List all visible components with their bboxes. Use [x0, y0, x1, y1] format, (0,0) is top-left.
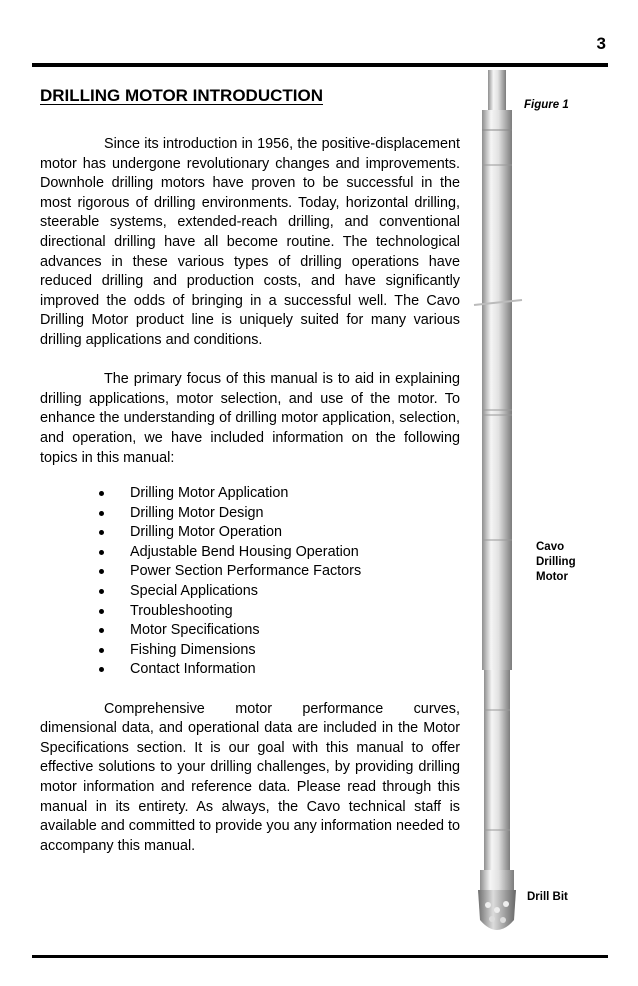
drilling-motor-illustration	[460, 70, 540, 940]
focus-paragraph: The primary focus of this manual is to aid in explaining drilling applications, motor selection, and use of the motor. To enhance the understanding of drilling motor application, selection, and operation, we have included information on the following topics in this manual:	[40, 371, 460, 466]
bullet-icon	[99, 589, 104, 594]
bullet-icon	[99, 628, 104, 633]
list-item	[40, 582, 460, 602]
list-item	[40, 660, 460, 680]
intro-paragraph: Since its introduction in 1956, the positive-displacement motor has undergone revolutionary changes and improvements. Downhole drilling motors have proven to be successful in the most rigorous of drilling environments. Today, horizontal drilling, steerable systems, extended-reach drilling, and conventional directional drilling have all become routine. The technological advances in these various types of drilling operations have reduced drilling and production costs, and have significantly improved the odds of bringing in a successful well. The Cavo Drilling Motor product line is uniquely suited for many various drilling applications and conditions.	[40, 136, 460, 348]
topic-label: Contact Information	[130, 661, 256, 678]
header-rule	[32, 63, 608, 67]
bullet-icon	[99, 609, 104, 614]
bullet-icon	[99, 550, 104, 555]
list-item	[40, 621, 460, 641]
bullet-icon	[99, 530, 104, 535]
list-item	[40, 523, 460, 543]
list-item	[40, 484, 460, 504]
footer-rule	[32, 955, 608, 958]
topic-label: Fishing Dimensions	[130, 641, 256, 658]
figure-caption: Figure 1	[524, 99, 569, 111]
topic-label: Special Applications	[130, 583, 258, 600]
bullet-icon	[99, 667, 104, 672]
motor-top-sub	[488, 70, 506, 110]
topic-label: Drilling Motor Design	[130, 504, 264, 521]
motor-label-line: Motor	[536, 571, 568, 583]
topic-label: Troubleshooting	[130, 602, 233, 619]
bullet-icon	[99, 648, 104, 653]
bullet-icon	[99, 491, 104, 496]
bullet-icon	[99, 511, 104, 516]
topic-label: Motor Specifications	[130, 622, 260, 639]
topic-list	[40, 484, 460, 680]
page-number: 3	[596, 34, 606, 53]
list-item	[40, 602, 460, 622]
bit-box	[480, 870, 514, 890]
motor-housing	[482, 110, 512, 670]
bullet-icon	[99, 569, 104, 574]
section-title: DRILLING MOTOR INTRODUCTION	[40, 86, 323, 105]
drill-bit-label: Drill Bit	[527, 891, 568, 903]
list-item	[40, 641, 460, 661]
list-item	[40, 562, 460, 582]
topic-label: Drilling Motor Application	[130, 485, 289, 502]
motor-label	[536, 540, 576, 585]
body-text	[40, 135, 460, 856]
topic-label: Drilling Motor Operation	[130, 524, 282, 541]
topic-label: Power Section Performance Factors	[130, 563, 362, 580]
topic-label: Adjustable Bend Housing Operation	[130, 543, 359, 560]
motor-bearing-section	[484, 670, 510, 870]
list-item	[40, 543, 460, 563]
closing-paragraph: Comprehensive motor performance curves, dimensional data, and operational data are included in the Motor Specifications section. It is our goal with this manual to offer effective solutions to your drilling challenges, by providing drilling motor information and reference data. Please read through this manual in its entirety. As always, the Cavo technical staff is available and committed to provide you any information needed to accompany this manual.	[40, 700, 460, 854]
motor-label-line: Drilling	[536, 556, 576, 568]
list-item	[40, 504, 460, 524]
motor-label-line: Cavo	[536, 541, 565, 553]
